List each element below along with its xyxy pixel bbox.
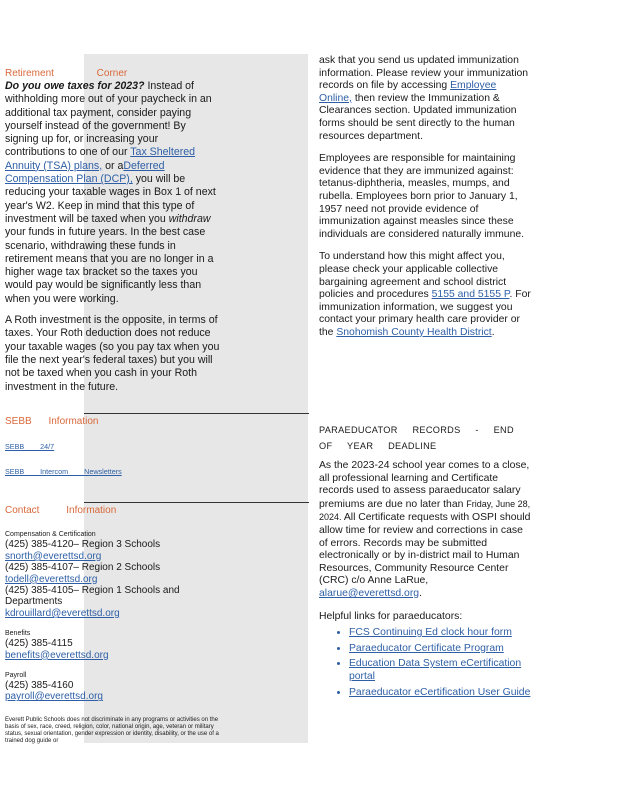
sebb-heading: SEBB Information [5,416,99,427]
payroll-label: Payroll [5,672,27,680]
paraeducator-paragraph: As the 2023-24 school year comes to a close, all professional learning and Certificate records used to assess paraeducator salary premiums are due no later than Friday, June 28, 2024. All Certificate requests with OSPI should allow time for review and corrections in case of errors. Records may be submitted electronically or by in-district mail to Human Resources, Community Resource Center (CRC) c/o Anne LaRue, alarue@everettsd.org. [319,460,531,599]
kdrouillard-email-link[interactable]: kdrouillard@everettsd.org [5,607,120,619]
payroll-block: Payroll (425) 385-4160 payroll@everettsd.org [5,671,221,703]
alarue-email-link[interactable]: alarue@everettsd.org [319,587,420,599]
immunization-paragraph-2: Employees are responsible for maintaining evidence that they are immunized against: tetanus-diphtheria, measles, mumps, and rubella. Employees born prior to January 1, 1957 need not provide evidence of immunization against measles since these individuals are considered naturally immune. [319,153,525,240]
contact-section [5,505,221,745]
main-column [319,55,531,349]
paraeducator-heading: PARAEDUCATOR RECORDS - END OF YEAR DEADLINE [319,425,514,451]
snohomish-health-link[interactable]: Snohomish County Health District [336,326,492,338]
eds-ecertification-link[interactable]: Education Data System eCertification portal [349,658,522,682]
fcs-clock-hour-link[interactable]: FCS Continuing Ed clock hour form [349,627,512,639]
list-item [349,687,531,700]
tsa-link[interactable]: Tax Sheltered Annuity (TSA) plans, [5,146,196,172]
non-discrimination-disclaimer: Everett Public Schools does not discriminate in any programs or activities on the basis of sex, race, creed, religion, color, national origin, age, veteran or military status, sexual orientation, gender expression or identity, disability, or the use of a trained dog guide or [5,716,219,744]
paraeducator-certificate-link[interactable]: Paraeducator Certificate Program [349,642,504,654]
dcp-link[interactable]: Deferred Compensation Plan (DCP), [5,159,165,186]
list-item [349,658,531,683]
helpful-links-list [319,627,531,699]
divider [84,502,309,503]
policy-5155-link[interactable]: 5155 and 5155 P [431,289,510,301]
benefits-label: Benefits [5,630,31,638]
contact-heading: Contact Information [5,505,117,516]
benefits-email-link[interactable]: benefits@everettsd.org [5,649,109,661]
benefits-block: Benefits (425) 385-4115 benefits@everettsd.org [5,629,221,661]
payroll-email-link[interactable]: payroll@everettsd.org [5,691,103,703]
list-item [349,643,531,656]
employee-online-link[interactable]: Employee Online, [319,80,497,104]
retirement-paragraph-2: A Roth investment is the opposite, in terms of taxes. Your Roth deduction does not reduce your taxable wages (so you pay tax when you file the next year's federal taxes) but you will not be taxed when you cash in your Roth investment in the future. [5,314,220,393]
snorth-email-link[interactable]: snorth@everettsd.org [5,550,102,562]
todell-email-link[interactable]: todell@everettsd.org [5,573,98,585]
retirement-paragraph-1: Do you owe taxes for 2023? Instead of withholding more out of your paycheck in an additional tax payment, consider paying yourself instead of the government! By signing up for, or increasing your contributions to one of our Tax Sheltered Annuity (TSA) plans, or aDeferred Compensation Plan (DCP), you will be reducing your taxable wages in Box 1 of next year's W2. Keep in mind that this type of investment will be taxed when you withdraw your funds in future years. In the best case scenario, withdrawing these funds in retirement means that you are no longer in a higher wage tax bracket so the taxes you would pay would be significantly less than when you were working. [5,80,216,305]
sebb-247-link[interactable]: SEBB 24/7 [5,442,55,451]
helpful-links-label: Helpful links for paraeducators: [319,610,463,622]
sebb-section [5,416,221,476]
sebb-intercom-link[interactable]: SEBB Intercom Newsletters [5,467,122,476]
compensation-block: Compensation & Certification (425) 385-4120– Region 3 Schools snorth@everettsd.org (425) 385-4107– Region 2 Schools todell@everettsd.org (425) 385-4105– Region 1 Schools and Departments kdrouillard@everettsd.org [5,530,221,619]
compensation-label: Compensation & Certification [5,531,96,539]
immunization-paragraph-1: ask that you send us updated immunization information. Please review your immunization records on file by accessing Employee Online, then review the Immunization & Clearances section. Updated immunization forms should be sent directly to the human resources department. [319,55,529,142]
list-item [349,627,531,640]
retirement-heading: Retirement Corner [5,68,128,79]
retirement-question: Do you owe taxes for 2023? [5,80,145,92]
immunization-paragraph-3: To understand how this might affect you, please check your applicable collective bargaining agreement and school district policies and procedures 5155 and 5155 P. For immunization information, we suggest you contact your primary health care provider or the Snohomish County Health District. [319,251,531,338]
ecertification-guide-link[interactable]: Paraeducator eCertification User Guide [349,686,531,698]
divider [84,413,309,414]
retirement-corner [5,68,221,394]
paraeducator-section [319,422,531,702]
